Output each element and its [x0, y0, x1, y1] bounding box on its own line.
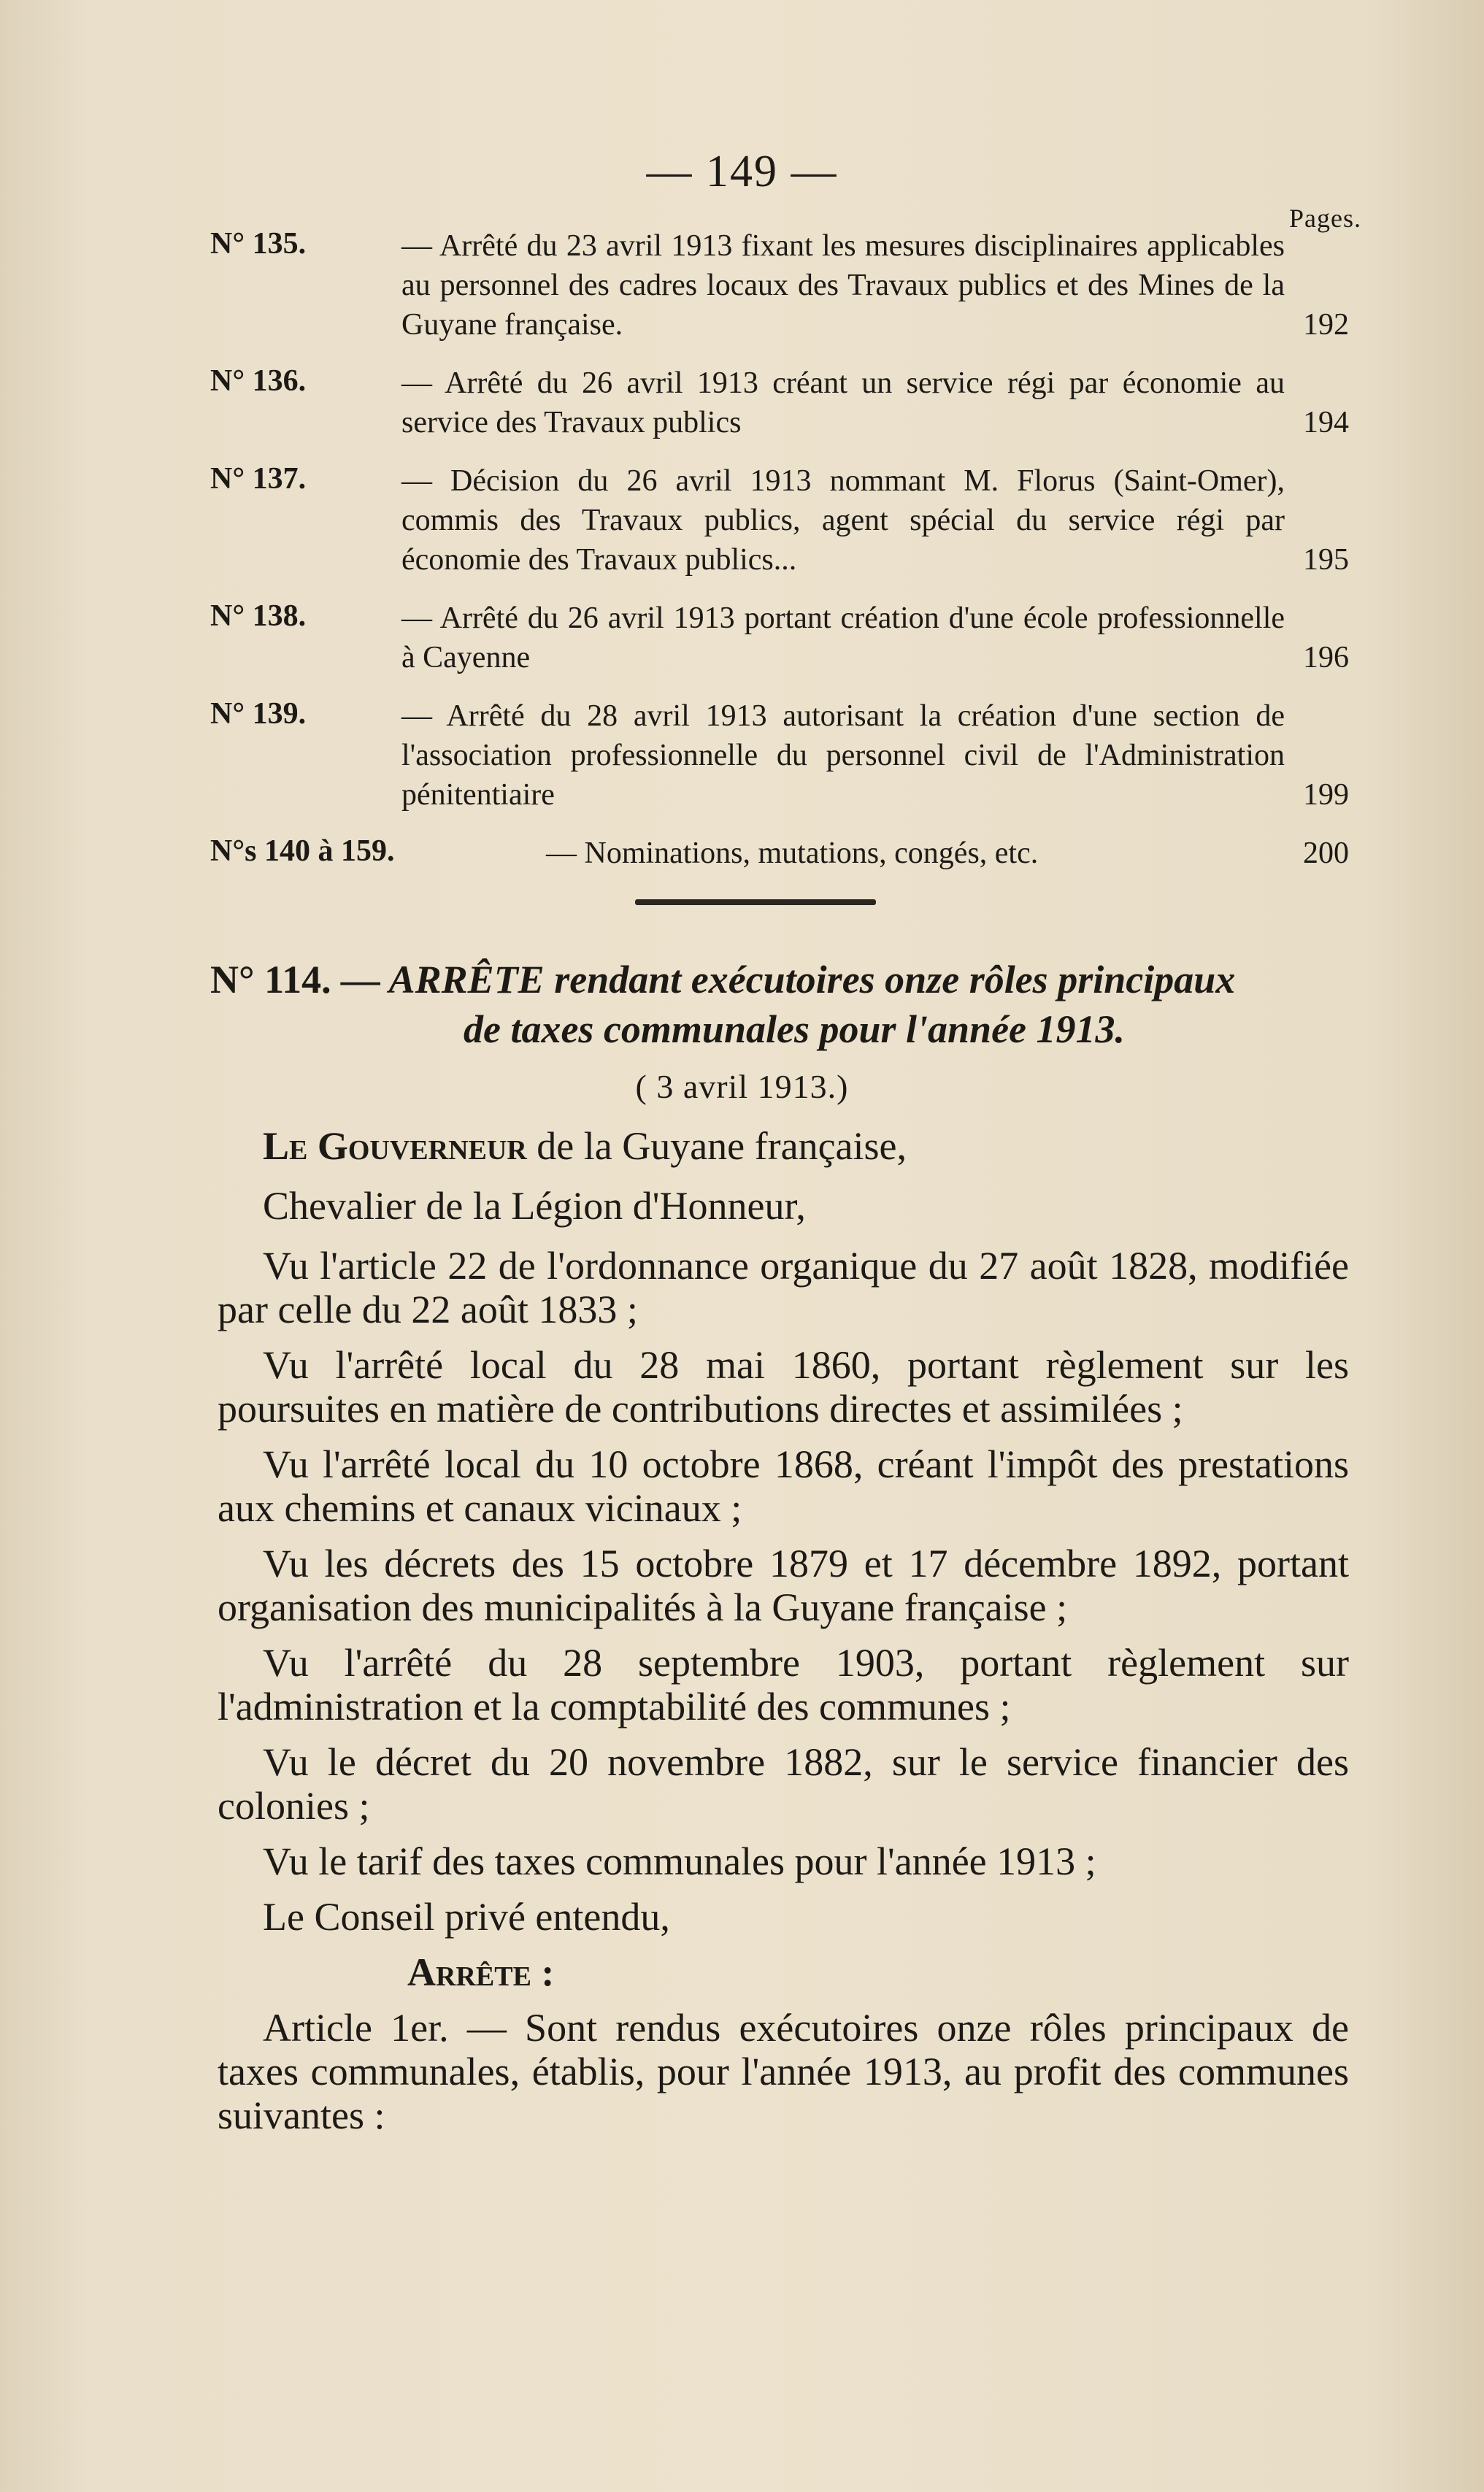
section-divider — [635, 899, 876, 905]
act-title — [210, 955, 1349, 1054]
recital-paragraph: Vu l'arrêté local du 28 mai 1860, portant règlement sur les poursuites en matière de contributions directes et assimilées ; — [218, 1343, 1349, 1431]
recital-paragraph: Vu l'arrêté local du 10 octobre 1868, créant l'impôt des prestations aux chemins et canaux vicinaux ; — [218, 1442, 1349, 1530]
toc-entry-number: N° 139. — [210, 697, 307, 731]
act-number: N° 114. — [210, 958, 331, 1001]
act-title-line2: de taxes communales pour l'année 1913. — [463, 1007, 1126, 1051]
toc-entry-text: — Arrêté du 23 avril 1913 fixant les mesures disciplinaires applicables au personnel des cadres locaux des Travaux publics et des Mines de la Guyane française. — [401, 229, 1285, 342]
toc-entry-text: — Arrêté du 26 avril 1913 créant un service régi par économie au service des Travaux publics — [401, 366, 1285, 439]
toc-entry-page: 195 — [1303, 543, 1349, 577]
governor-line — [218, 1124, 1349, 1168]
recital-paragraph: Vu l'article 22 de l'ordonnance organique du 27 août 1828, modifiée par celle du 22 août 1833 ; — [218, 1244, 1349, 1331]
article-label: Article 1er. — [263, 2006, 449, 2050]
toc-entry-number: N° 137. — [210, 462, 307, 496]
toc-entry-page: 199 — [1303, 778, 1349, 812]
toc-entry-text: — Décision du 26 avril 1913 nommant M. Florus (Saint-Omer), commis des Travaux publics, agent spécial du service régi par économie des Travaux publics... — [401, 464, 1285, 577]
recital-paragraph: Vu l'arrêté du 28 septembre 1903, portant règlement sur l'administration et la comptabilité des communes ; — [218, 1641, 1349, 1728]
toc-entry-number: N° 138. — [210, 599, 307, 633]
recital-paragraph: Vu le tarif des taxes communales pour l'année 1913 ; — [263, 1839, 1096, 1883]
act-title-line1: — ARRÊTE rendant exécutoires onze rôles principaux — [341, 958, 1236, 1001]
governor-rest: de la Guyane française, — [526, 1124, 907, 1168]
toc-entry-text: — Arrêté du 28 avril 1913 autorisant la création d'une section de l'association professionnelle du personnel civil de l'Administration pénitentiaire — [401, 699, 1285, 812]
toc-entry — [210, 226, 1349, 345]
toc-entry-number: N°s 140 à 159. — [210, 834, 395, 868]
article-paragraph — [218, 2006, 1349, 2137]
table-of-contents — [210, 226, 1349, 892]
page-number: — 149 — — [646, 147, 838, 196]
toc-entry-page: 192 — [1303, 308, 1349, 342]
recital-paragraph: Le Conseil privé entendu, — [263, 1895, 670, 1939]
arrete-label: Arrête : — [407, 1950, 555, 1994]
toc-entry-text: — Arrêté du 26 avril 1913 portant création d'une école professionnelle à Cayenne — [401, 601, 1285, 674]
act-date: ( 3 avril 1913.) — [635, 1068, 849, 1105]
recital-paragraph: Vu le décret du 20 novembre 1882, sur le service financier des colonies ; — [218, 1740, 1349, 1828]
toc-entry — [210, 834, 1349, 873]
toc-entry — [210, 599, 1349, 677]
toc-entry-page: 200 — [1303, 837, 1349, 870]
chevalier-line: Chevalier de la Légion d'Honneur, — [263, 1184, 806, 1228]
pages-column-label: Pages. — [1289, 204, 1361, 233]
act-body — [218, 1124, 1349, 2149]
article-text: — Sont rendus exécutoires onze rôles principaux de taxes communales, établis, pour l'année 1913, au profit des communes suivantes : — [218, 2006, 1349, 2137]
toc-entry-number: N° 135. — [210, 227, 307, 261]
arrete-heading — [218, 1950, 1349, 1994]
recital-paragraph: Vu les décrets des 15 octobre 1879 et 17 décembre 1892, portant organisation des municipalités à la Guyane française ; — [218, 1542, 1349, 1629]
toc-entry-text: — Nominations, mutations, congés, etc. — [546, 837, 1039, 870]
toc-entry — [210, 461, 1349, 580]
toc-entry-page: 194 — [1303, 406, 1349, 439]
governor-title: Le Gouverneur — [263, 1124, 527, 1168]
toc-entry — [210, 364, 1349, 442]
toc-entry — [210, 696, 1349, 815]
toc-entry-number: N° 136. — [210, 364, 307, 398]
toc-entry-page: 196 — [1303, 641, 1349, 674]
